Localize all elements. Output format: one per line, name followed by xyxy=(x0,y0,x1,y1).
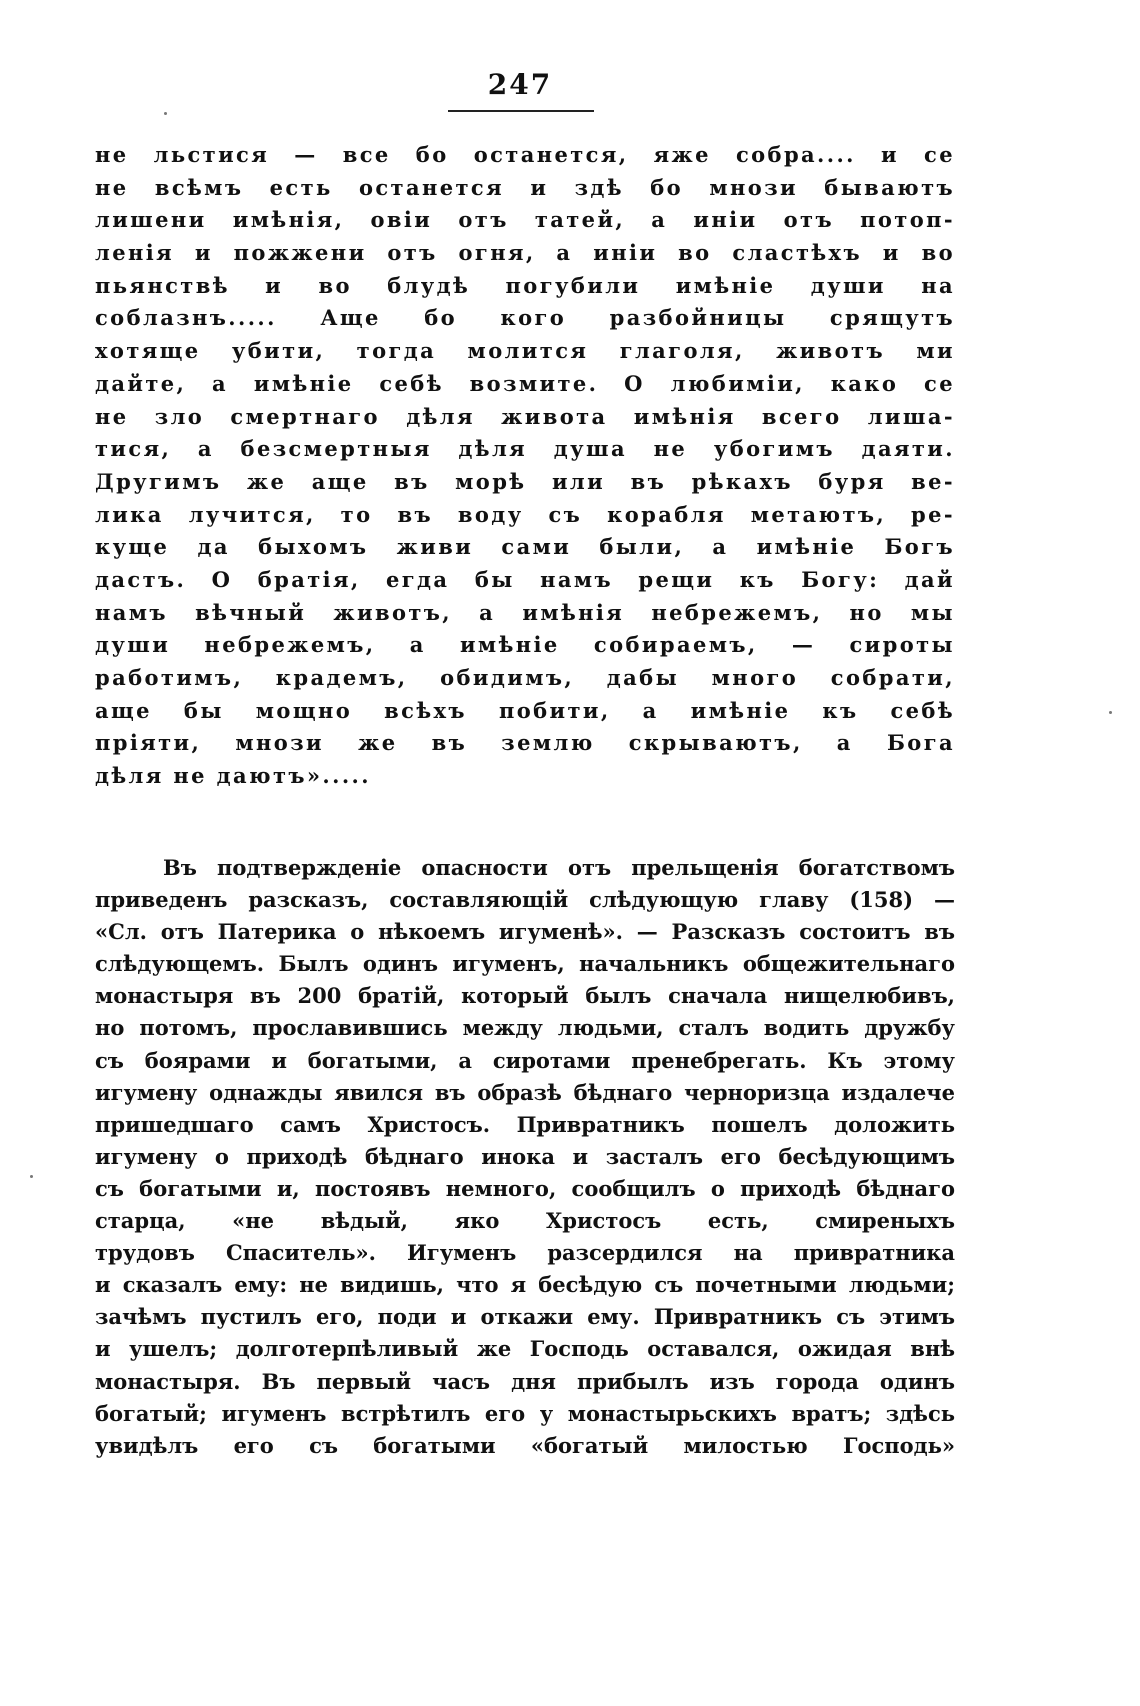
body-line: приведенъ разсказъ, составляющій слѣдующую главу (158) — xyxy=(95,887,955,913)
quote-line: работимъ, крадемъ, обидимъ, дабы много собрати, xyxy=(95,665,955,690)
body-line: и ушелъ; долготерпѣливый же Господь оставался, ожидая внѣ xyxy=(95,1336,955,1362)
page-number-rule xyxy=(448,110,594,112)
quote-line: души небрежемъ, а имѣніе собираемъ, — сироты xyxy=(95,632,955,658)
quote-line: не зло смертнаго дѣля живота имѣнія всего лиша- xyxy=(95,403,955,429)
scan-speck xyxy=(1109,711,1112,714)
body-paragraph xyxy=(95,852,955,1462)
quote-line: Другимъ же аще въ морѣ или въ рѣкахъ буря ве- xyxy=(95,468,955,494)
quote-line: куще да быхомъ живи сами были, а имѣніе Богъ xyxy=(95,534,955,560)
quote-line: не всѣмъ есть останется и здѣ бо мнози бываютъ xyxy=(95,174,955,200)
body-line: пришедшаго самъ Христосъ. Привратникъ пошелъ доложить xyxy=(95,1111,955,1137)
quote-line: соблазнъ..... Аще бо кого разбойницы срящутъ xyxy=(95,305,955,331)
body-line: съ богатыми и, постоявъ немного, сообщилъ о приходѣ бѣднаго xyxy=(95,1175,955,1201)
quote-line: дайте, а имѣніе себѣ возмите. О любиміи, како се xyxy=(95,370,955,396)
body-line: съ боярами и богатыми, а сиротами пренебрегать. Къ этому xyxy=(95,1047,955,1073)
quoted-passage xyxy=(95,139,955,793)
quote-line: хотяще убити, тогда молится глаголя, животъ ми xyxy=(95,338,955,364)
quote-line: намъ вѣчный животъ, а имѣнія небрежемъ, но мы xyxy=(95,599,955,625)
body-line: зачѣмъ пустилъ его, поди и откажи ему. Привратникъ съ этимъ xyxy=(95,1304,955,1330)
quote-line: лика лучится, то въ воду съ корабля метаютъ, ре- xyxy=(95,501,955,527)
scan-speck xyxy=(164,112,167,115)
body-line: слѣдующемъ. Былъ одинъ игуменъ, начальникъ общежительнаго xyxy=(95,951,955,977)
body-line: старца, «не вѣдый, яко Христосъ есть, смиреныхъ xyxy=(95,1208,955,1234)
scan-speck xyxy=(30,1175,33,1178)
body-line: монастыря въ 200 братій, который былъ сначала нищелюбивъ, xyxy=(95,983,955,1009)
body-line: но потомъ, прославившись между людьми, сталъ водить дружбу xyxy=(95,1015,955,1041)
body-line: увидѣлъ его съ богатыми «богатый милостью Господь» xyxy=(95,1432,955,1458)
body-line: «Сл. отъ Патерика о нѣкоемъ игуменѣ». — Разсказъ состоитъ въ xyxy=(95,919,955,945)
body-line: игумену однажды явился въ образѣ бѣднаго черноризца издалече xyxy=(95,1079,955,1105)
quote-line: лишени имѣнія, овіи отъ татей, а иніи отъ потоп- xyxy=(95,207,955,233)
body-line: и сказалъ ему: не видишь, что я бесѣдую съ почетными людьми; xyxy=(95,1272,955,1298)
quote-line: не льстися — все бо останется, яже собра.... и се xyxy=(95,142,955,167)
body-line: богатый; игуменъ встрѣтилъ его у монастырьскихъ вратъ; здѣсь xyxy=(95,1400,955,1426)
quote-line: дастъ. О братія, егда бы намъ рещи къ Богу: дай xyxy=(95,566,955,592)
quote-line: тися, а безсмертныя дѣля душа не убогимъ даяти. xyxy=(95,436,955,462)
quote-line: ленія и пожжени отъ огня, а иніи во сластѣхъ и во xyxy=(95,240,955,266)
body-line: монастыря. Въ первый часъ дня прибылъ изъ города одинъ xyxy=(95,1368,955,1394)
body-line: Въ подтвержденіе опасности отъ прельщенія богатствомъ xyxy=(163,855,955,880)
body-line: трудовъ Спаситель». Игуменъ разсердился на привратника xyxy=(95,1240,955,1266)
quote-line: пріяти, мнози же въ землю скрываютъ, а Бога xyxy=(95,730,955,756)
body-line: игумену о приходѣ бѣднаго инока и засталъ его бесѣдующимъ xyxy=(95,1143,955,1169)
quote-line: аще бы мощно всѣхъ побити, а имѣніе къ себѣ xyxy=(95,697,955,723)
page-number: 247 xyxy=(487,68,553,101)
quote-line: пьянствѣ и во блудѣ погубили имѣніе души на xyxy=(95,272,955,298)
quote-line: дѣля не даютъ»..... xyxy=(95,763,371,789)
